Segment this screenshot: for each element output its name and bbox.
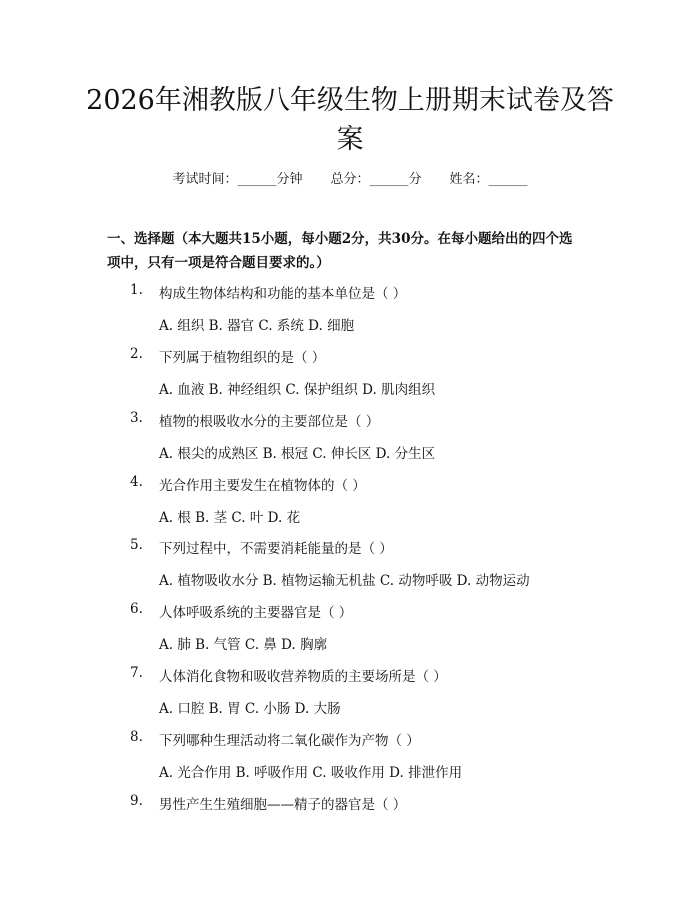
question-number: 8. <box>130 729 143 745</box>
student-name-field: 姓名：______ <box>449 172 528 187</box>
question-stem: 下列过程中，不需要消耗能量的是（ ） <box>159 541 393 557</box>
question-number: 3. <box>130 410 143 426</box>
question-stem: 人体消化食物和吸收营养物质的主要场所是（ ） <box>159 669 447 685</box>
question-number: 7. <box>130 665 143 681</box>
exam-meta-line <box>0 168 700 187</box>
question-options: A. 口腔 B. 胃 C. 小肠 D. 大肠 <box>159 701 341 717</box>
question-number: 1. <box>130 282 143 298</box>
question-stem: 人体呼吸系统的主要器官是（ ） <box>159 605 353 621</box>
question-stem: 下列哪种生理活动将二氧化碳作为产物（ ） <box>159 733 420 749</box>
question-number: 4. <box>130 474 143 490</box>
question-number: 5. <box>130 537 143 553</box>
question-options: A. 组织 B. 器官 C. 系统 D. 细胞 <box>159 318 355 334</box>
question-stem: 下列属于植物组织的是（ ） <box>159 350 326 366</box>
question-options: A. 根 B. 茎 C. 叶 D. 花 <box>159 510 301 526</box>
question-options: A. 植物吸收水分 B. 植物运输无机盐 C. 动物呼吸 D. 动物运动 <box>159 573 530 589</box>
page-title-continued: 案 <box>336 124 364 155</box>
question-stem: 构成生物体结构和功能的基本单位是（ ） <box>159 286 407 302</box>
question-stem: 光合作用主要发生在植物体的（ ） <box>159 478 366 494</box>
question-options: A. 血液 B. 神经组织 C. 保护组织 D. 肌肉组织 <box>159 382 436 398</box>
exam-time-field: 考试时间：______分钟 <box>172 172 303 187</box>
question-options: A. 光合作用 B. 呼吸作用 C. 吸收作用 D. 排泄作用 <box>159 765 463 781</box>
section-heading-continued: 项中，只有一项是符合题目要求的。） <box>107 255 330 271</box>
question-options: A. 肺 B. 气管 C. 鼻 D. 胸廓 <box>159 637 328 653</box>
total-score-field: 总分：______分 <box>330 172 422 187</box>
section-heading: 一、选择题（本大题共15小题，每小题2分，共30分。在每小题给出的四个选 <box>107 231 573 247</box>
question-stem: 男性产生生殖细胞——精子的器官是（ ） <box>159 797 407 813</box>
question-number: 6. <box>130 601 143 617</box>
question-stem: 植物的根吸收水分的主要部位是（ ） <box>159 414 380 430</box>
question-options: A. 根尖的成熟区 B. 根冠 C. 伸长区 D. 分生区 <box>159 446 436 462</box>
page-title: 2026年湘教版八年级生物上册期末试卷及答 <box>86 85 614 116</box>
question-number: 2. <box>130 346 143 362</box>
question-number: 9. <box>130 793 143 809</box>
